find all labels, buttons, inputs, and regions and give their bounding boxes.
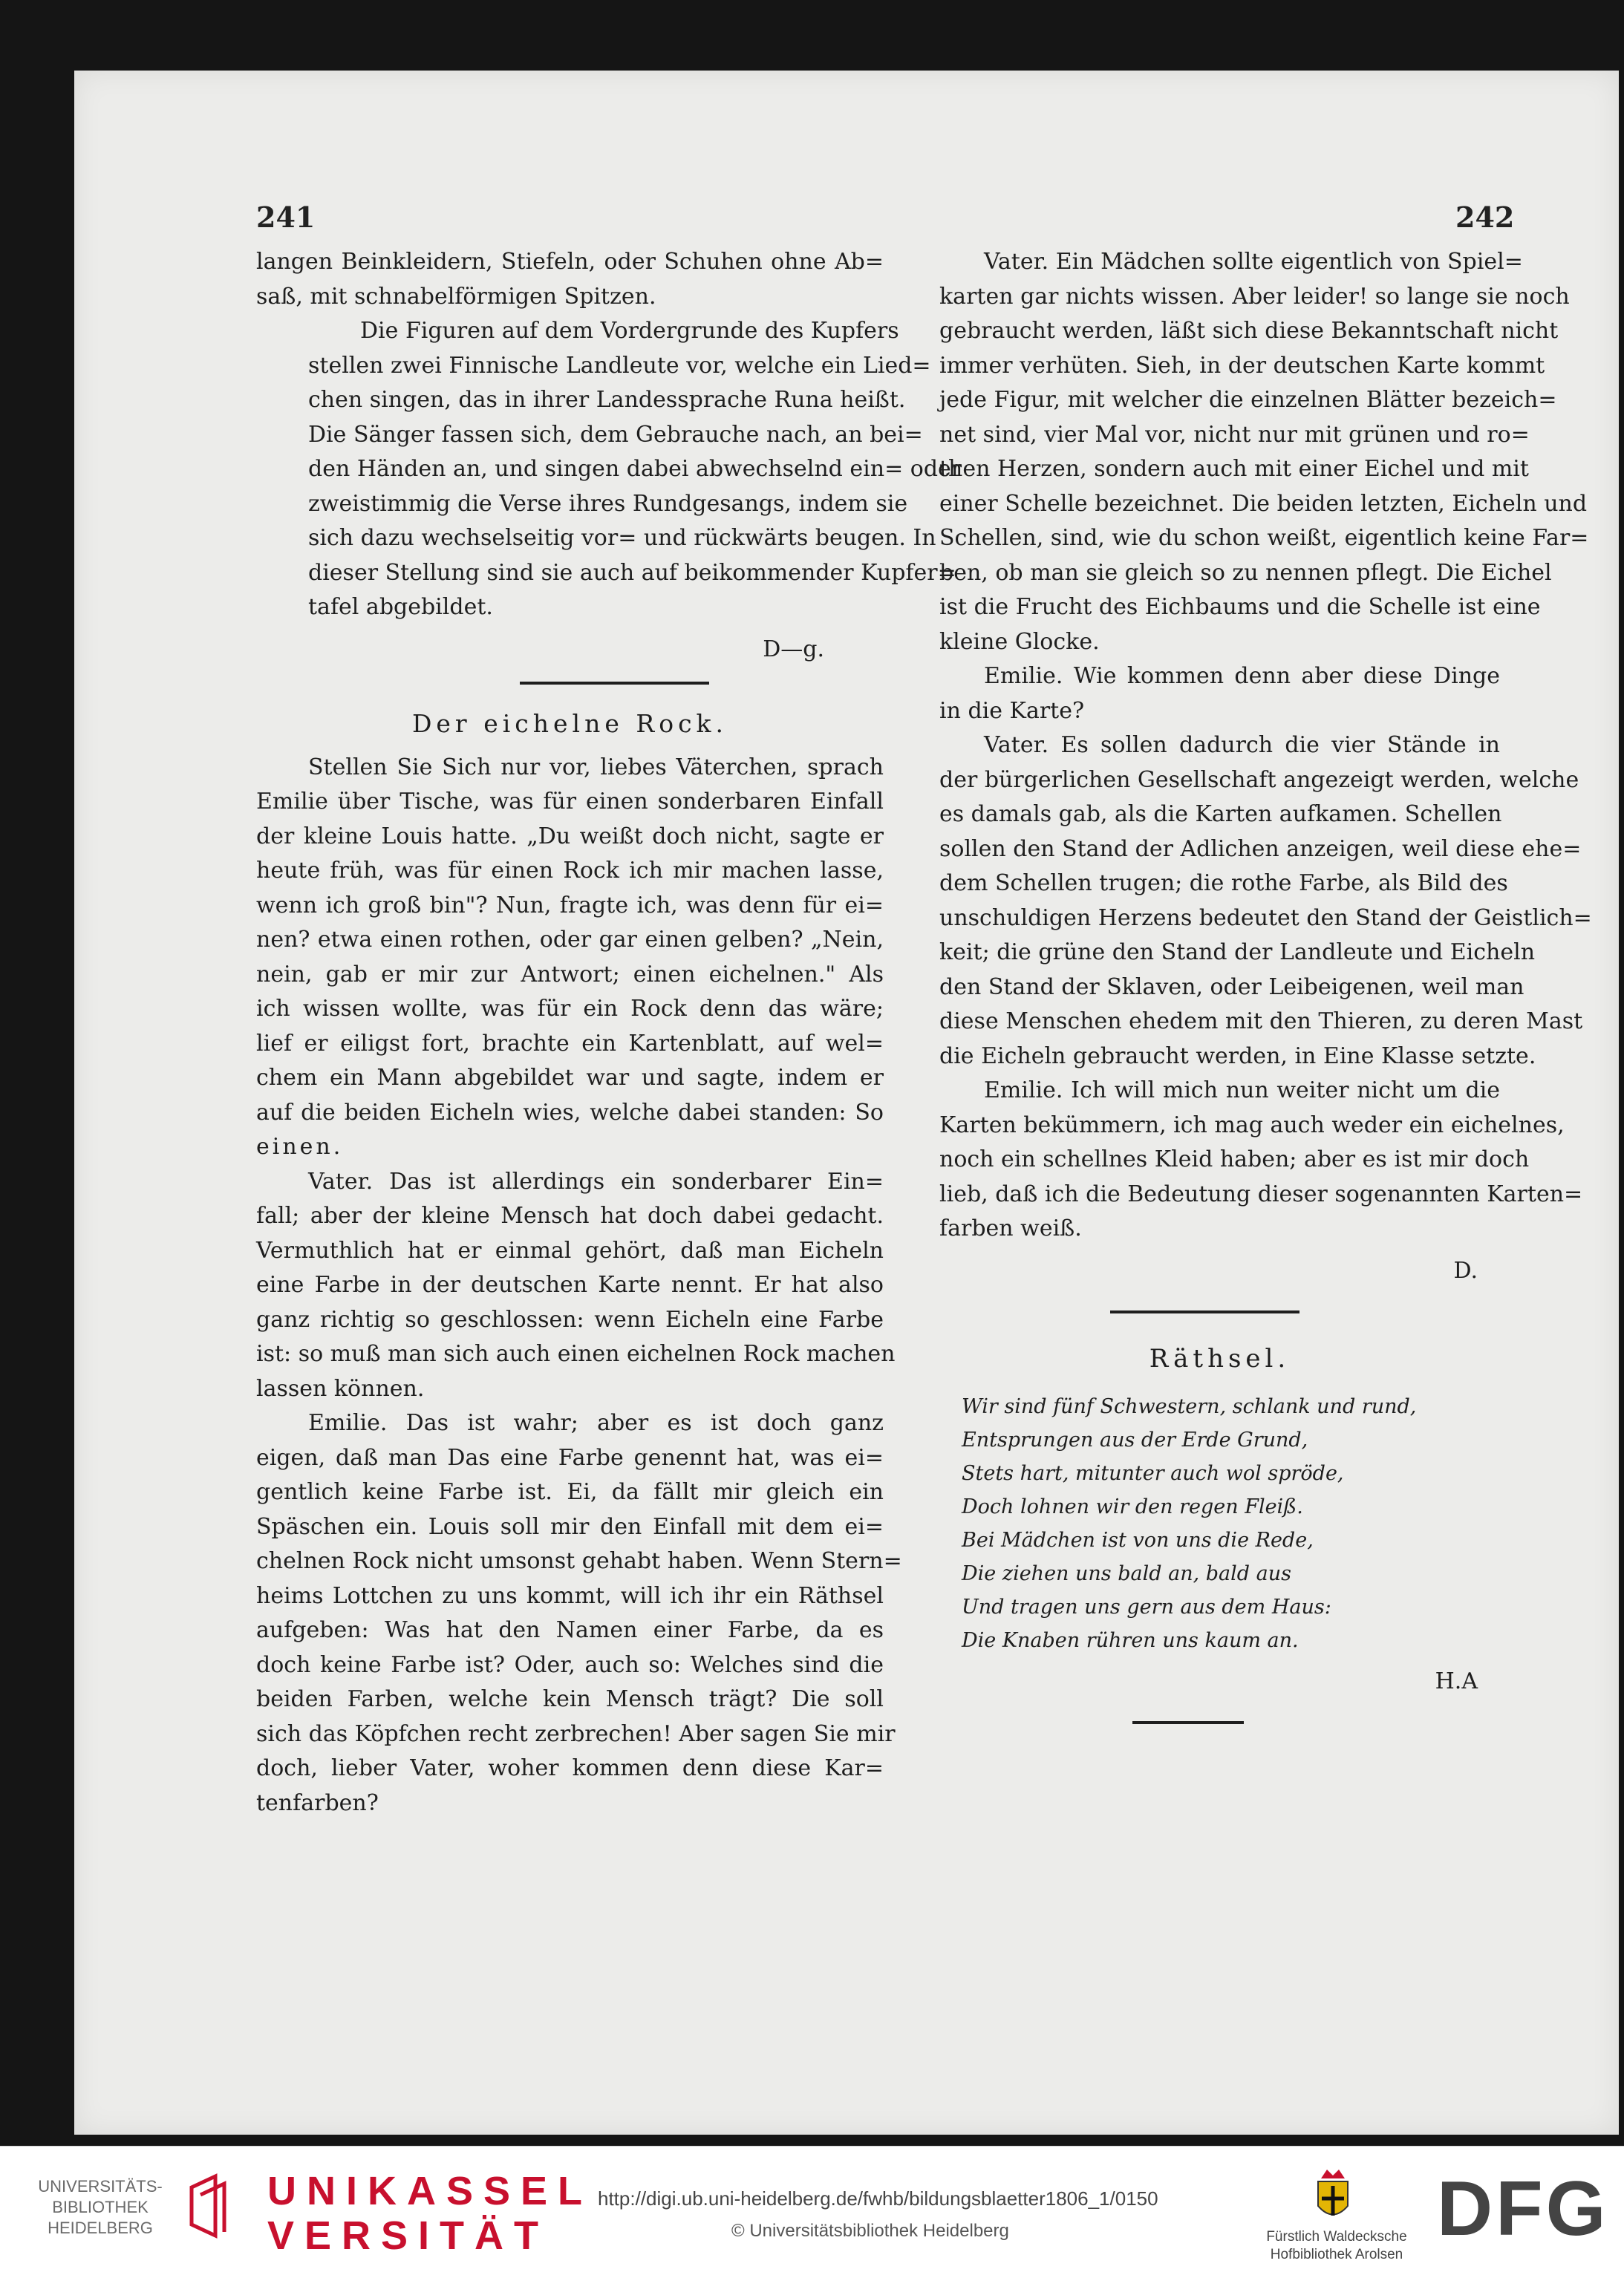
- text-line: sollen den Stand der Adlichen anzeigen, weil diese ehe=: [939, 835, 1582, 862]
- poem-line: Stets hart, mitunter auch wol spröde,: [962, 1461, 1344, 1485]
- text-line: lief er eiligst fort, brachte ein Kartenblatt, auf wel=: [256, 1030, 884, 1057]
- text-line: tenfarben?: [256, 1789, 379, 1816]
- poem-line: Die Knaben rühren uns kaum an.: [962, 1628, 1299, 1652]
- text-line: kleine Glocke.: [939, 628, 1100, 655]
- text-line: gentlich keine Farbe ist. Ei, da fällt mir gleich ein: [256, 1479, 884, 1505]
- text-line: doch keine Farbe ist? Oder, auch so: Welches sind die: [256, 1651, 884, 1678]
- text-line: Späschen ein. Louis soll mir den Einfall mit dem ei=: [256, 1513, 884, 1540]
- footer-bar: [0, 2146, 1624, 2275]
- crest-icon: [1311, 2165, 1355, 2225]
- section-divider: [1132, 1721, 1244, 1724]
- right-column: [939, 245, 1592, 1724]
- signature-author: D—g.: [763, 636, 824, 662]
- poem-line: Bei Mädchen ist von uns die Rede,: [962, 1528, 1314, 1552]
- text-line: keit; die grüne den Stand der Landleute und Eicheln: [939, 939, 1536, 965]
- text-line: sich das Köpfchen recht zerbrechen! Aber sagen Sie mir: [256, 1720, 896, 1747]
- arolsen-line: Hofbibliothek Arolsen: [1270, 2247, 1403, 2262]
- text-line: Vermuthlich hat er einmal gehört, daß man Eicheln: [256, 1237, 884, 1264]
- text-line: diese Menschen ehedem mit den Thieren, zu deren Mast: [939, 1008, 1583, 1034]
- text-line: nen? etwa einen rothen, oder gar einen gelben? „Nein,: [256, 927, 884, 953]
- text-line: zweistimmig die Verse ihres Rundgesangs, indem sie: [308, 490, 908, 517]
- text-line: einen.: [256, 1134, 344, 1160]
- paragraph-1: [256, 245, 884, 314]
- text-line: stellen zwei Finnische Landleute vor, welche ein Lied=: [308, 352, 931, 379]
- text-line: Stellen Sie Sich nur vor, liebes Väterchen, sprach: [308, 754, 884, 780]
- heidelberg-line: HEIDELBERG: [48, 2219, 153, 2237]
- text-line: heims Lottchen zu uns kommt, will ich ihr ein Räthsel: [256, 1582, 884, 1609]
- riddle-poem: [962, 1390, 1500, 1657]
- text-line: saß, mit schnabelförmigen Spitzen.: [256, 283, 656, 310]
- heidelberg-library-label: [22, 2176, 178, 2239]
- kassel-line-1: UNIKASSEL: [267, 2169, 593, 2213]
- text-line: in die Karte?: [939, 697, 1085, 724]
- text-line: der bürgerlichen Gesellschaft angezeigt werden, welche: [939, 766, 1579, 793]
- text-line: lieb, daß ich die Bedeutung dieser sogenannten Karten=: [939, 1181, 1583, 1207]
- text-line: ganz richtig so geschlossen: wenn Eicheln eine Farbe: [256, 1306, 884, 1333]
- text-line: langen Beinkleidern, Stiefeln, oder Schuhen ohne Ab=: [256, 249, 884, 275]
- poem-line: Entsprungen aus der Erde Grund,: [962, 1428, 1308, 1452]
- dfg-logo: DFG: [1437, 2166, 1609, 2252]
- text-line: Emilie. Das ist wahr; aber es ist doch ganz: [308, 1410, 884, 1436]
- text-line: dem Schellen trugen; die rothe Farbe, als Bild des: [939, 870, 1508, 896]
- article-heading: Der eichelne Rock.: [411, 709, 728, 738]
- heidelberg-logo-icon: [186, 2173, 230, 2239]
- poem-line: Und tragen uns gern aus dem Haus:: [962, 1595, 1331, 1619]
- copyright-notice: © Universitätsbibliothek Heidelberg: [731, 2221, 1009, 2241]
- text-line: ist: so muß man sich auch einen eichelnen Rock machen: [256, 1341, 896, 1367]
- text-line: immer verhüten. Sieh, in der deutschen Karte kommt: [939, 352, 1545, 379]
- text-line: ben, ob man sie gleich so zu nennen pflegt. Die Eichel: [939, 559, 1552, 586]
- riddle-heading: Räthsel.: [1149, 1344, 1291, 1374]
- text-line: auf die beiden Eicheln wies, welche dabei standen: So: [256, 1099, 884, 1126]
- text-line: Emilie über Tische, was für einen sonderbaren Einfall: [256, 789, 884, 815]
- text-line: karten gar nichts wissen. Aber leider! so lange sie noch: [939, 283, 1570, 310]
- text-line: chelnen Rock nicht umsonst gehabt haben. Wenn Stern=: [256, 1548, 902, 1574]
- text-line: Emilie. Wie kommen denn aber diese Dinge: [984, 663, 1500, 689]
- paragraph-2: [256, 314, 962, 625]
- text-line: Schellen, sind, wie du schon weißt, eigentlich keine Far=: [939, 525, 1589, 551]
- paragraph-6: [939, 245, 1589, 659]
- text-line: es damals gab, als die Karten aufkamen. Schellen: [939, 801, 1502, 827]
- section-divider: [520, 682, 709, 685]
- text-line: gebraucht werden, läßt sich diese Bekanntschaft nicht: [939, 318, 1559, 344]
- text-line: der kleine Louis hatte. „Du weißt doch nicht, sagte er: [256, 823, 884, 849]
- text-line: noch ein schellnes Kleid haben; aber es ist mir doch: [939, 1146, 1530, 1172]
- poem-line: Doch lohnen wir den regen Fleiß.: [962, 1495, 1303, 1518]
- text-line: Emilie. Ich will mich nun weiter nicht um die: [984, 1077, 1500, 1103]
- text-line: Karten bekümmern, ich mag auch weder ein eichelnes,: [939, 1112, 1565, 1138]
- paragraph-8: [939, 728, 1592, 1074]
- text-line: farben weiß.: [939, 1215, 1082, 1241]
- text-line: ist die Frucht des Eichbaums und die Schelle ist eine: [939, 594, 1541, 620]
- signature-author: H.A: [1435, 1668, 1478, 1694]
- text-line: ich wissen wollte, was für ein Rock denn das wäre;: [256, 996, 884, 1022]
- signature-author: D.: [1453, 1257, 1478, 1284]
- page-number-left: 241: [256, 200, 316, 234]
- kassel-line-2: VERSITÄT: [267, 2213, 550, 2258]
- text-line: nein, gab er mir zur Antwort; einen eichelnen." Als: [256, 961, 884, 988]
- text-line: fall; aber der kleine Mensch hat doch dabei gedacht.: [256, 1203, 884, 1229]
- text-line: den Händen an, und singen dabei abwechselnd ein= oder: [308, 456, 962, 482]
- text-line: eigen, daß man Das eine Farbe genennt hat, was ei=: [256, 1444, 884, 1471]
- text-line: heute früh, was für einen Rock ich mir machen lasse,: [256, 858, 884, 884]
- text-line: chem ein Mann abgebildet war und sagte, indem er: [256, 1065, 884, 1091]
- page-url-link[interactable]: http://digi.ub.uni-heidelberg.de/fwhb/bildungsblaetter1806_1/0150: [598, 2187, 1158, 2210]
- paragraph-5: [256, 1406, 902, 1821]
- text-line: jede Figur, mit welcher die einzelnen Blätter bezeich=: [939, 387, 1557, 413]
- paragraph-7: [939, 659, 1500, 728]
- paragraph-9: [939, 1074, 1583, 1247]
- text-line: Vater. Das ist allerdings ein sonderbarer Ein=: [308, 1168, 884, 1195]
- poem-line: Wir sind fünf Schwestern, schlank und rund,: [962, 1394, 1417, 1418]
- text-line: aufgeben: Was hat den Namen einer Farbe, da es: [256, 1617, 884, 1643]
- left-column: [256, 245, 962, 1821]
- text-line: Die Figuren auf dem Vordergrunde des Kupfers: [360, 318, 899, 344]
- text-line: eine Farbe in der deutschen Karte nennt. Er hat also: [256, 1272, 884, 1298]
- kassel-logo: [267, 2169, 593, 2258]
- arolsen-line: Fürstlich Waldecksche: [1266, 2229, 1407, 2245]
- heidelberg-line: UNIVERSITÄTS-: [38, 2177, 163, 2196]
- text-line: net sind, vier Mal vor, nicht nur mit grünen und ro=: [939, 421, 1530, 448]
- text-line: lassen können.: [256, 1375, 425, 1402]
- page-number-right: 242: [1455, 200, 1515, 234]
- text-line: den Stand der Sklaven, oder Leibeigenen, weil man: [939, 973, 1524, 1000]
- heidelberg-line: BIBLIOTHEK: [52, 2198, 149, 2216]
- paragraph-4: [256, 1165, 896, 1407]
- section-divider: [1110, 1311, 1299, 1313]
- arolsen-library-label: [1262, 2228, 1411, 2264]
- text-line: einer Schelle bezeichnet. Die beiden letzten, Eicheln und: [939, 490, 1588, 517]
- text-line: chen singen, das in ihrer Landessprache Runa heißt.: [308, 387, 906, 413]
- text-line: tafel abgebildet.: [308, 594, 493, 620]
- text-line: beiden Farben, welche kein Mensch trägt? Die soll: [256, 1686, 884, 1712]
- text-line: wenn ich groß bin"? Nun, fragte ich, was denn für ei=: [256, 892, 884, 918]
- text-line: then Herzen, sondern auch mit einer Eichel und mit: [939, 456, 1529, 482]
- paragraph-3: [256, 751, 884, 1165]
- text-line: doch, lieber Vater, woher kommen denn diese Kar=: [256, 1755, 884, 1781]
- text-line: Vater. Ein Mädchen sollte eigentlich von Spiel=: [984, 249, 1523, 275]
- text-line: unschuldigen Herzens bedeutet den Stand der Geistlich=: [939, 904, 1592, 931]
- poem-line: Die ziehen uns bald an, bald aus: [962, 1561, 1291, 1585]
- text-line: sich dazu wechselseitig vor= und rückwärts beugen. In: [308, 525, 936, 551]
- text-line: Vater. Es sollen dadurch die vier Stände in: [984, 732, 1500, 758]
- text-line: die Eicheln gebraucht werden, in Eine Klasse setzte.: [939, 1042, 1536, 1069]
- text-line: dieser Stellung sind sie auch auf beikommender Kupfer=: [308, 559, 956, 586]
- text-line: Die Sänger fassen sich, dem Gebrauche nach, an bei=: [308, 421, 923, 448]
